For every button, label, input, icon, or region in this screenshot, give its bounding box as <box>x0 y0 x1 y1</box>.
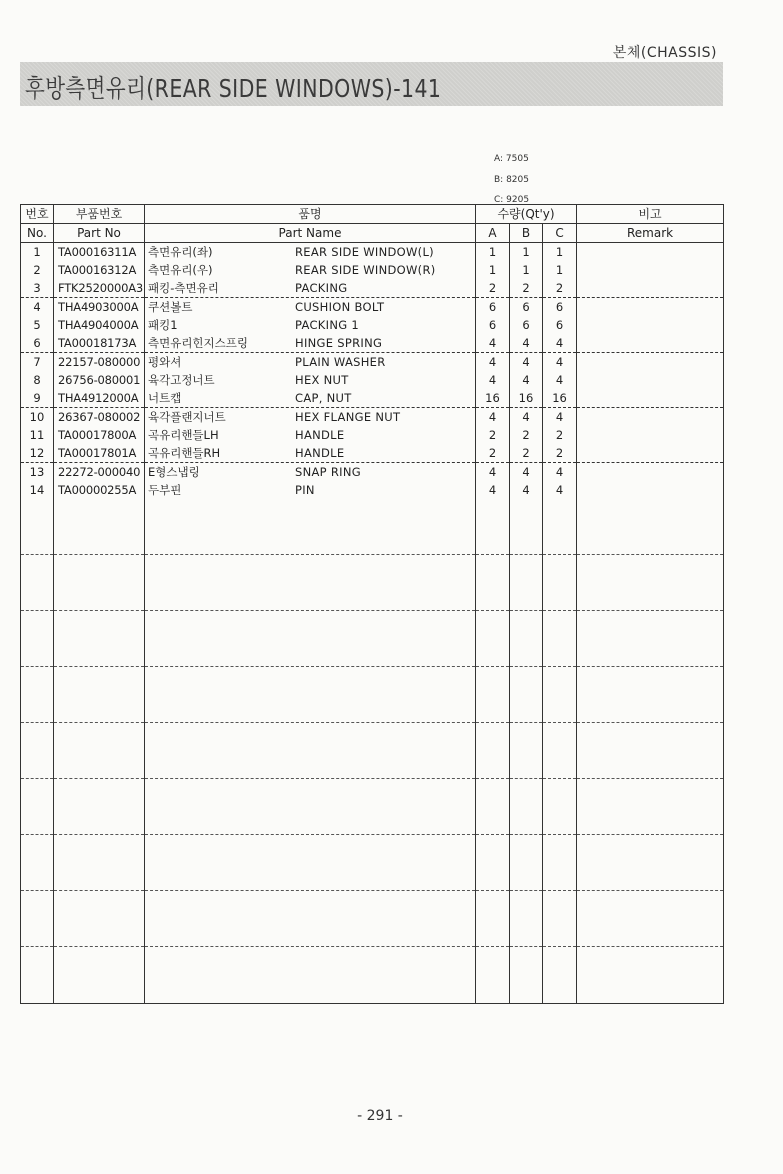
part-name-en: HEX FLANGE NUT <box>295 410 401 424</box>
qty-a: 1 <box>476 261 510 279</box>
qty-a: 4 <box>476 371 510 389</box>
part-name <box>145 463 476 482</box>
table-row <box>21 426 724 444</box>
qty-b: 4 <box>510 481 543 499</box>
qty-a: 4 <box>476 334 510 353</box>
part-name-ko: 곡유리핸들RH <box>148 446 221 460</box>
qty-c: 1 <box>543 261 577 279</box>
part-name-en: PIN <box>295 483 315 497</box>
row-no: 12 <box>21 444 54 463</box>
qty-a: 2 <box>476 279 510 298</box>
table-row <box>21 463 724 482</box>
part-name-ko: E형스냅링 <box>148 465 200 479</box>
part-name <box>145 243 476 262</box>
table-row <box>21 279 724 298</box>
remark <box>577 444 724 463</box>
header-qty-b: B <box>510 224 543 243</box>
part-name <box>145 426 476 444</box>
row-no: 8 <box>21 371 54 389</box>
qty-b: 4 <box>510 353 543 372</box>
table-row <box>21 261 724 279</box>
row-no: 6 <box>21 334 54 353</box>
remark <box>577 463 724 482</box>
part-name-ko: 육각고정너트 <box>148 373 215 387</box>
header-part-en: Part No <box>54 224 145 243</box>
part-name <box>145 444 476 463</box>
blank-row <box>21 667 724 723</box>
model-legend <box>494 149 529 211</box>
part-name <box>145 279 476 298</box>
qty-b: 2 <box>510 426 543 444</box>
part-number: 26367-080002 <box>54 408 145 427</box>
part-name-ko: 육각플랜지너트 <box>148 410 226 424</box>
part-name-en: CUSHION BOLT <box>295 300 385 314</box>
part-name-en: HANDLE <box>295 428 345 442</box>
qty-c: 4 <box>543 481 577 499</box>
table-row <box>21 371 724 389</box>
qty-c: 4 <box>543 408 577 427</box>
part-name-en: HANDLE <box>295 446 345 460</box>
header-name-ko: 품명 <box>145 205 476 224</box>
qty-a: 16 <box>476 389 510 408</box>
blank-row <box>21 555 724 611</box>
qty-c: 4 <box>543 334 577 353</box>
header-part-ko: 부품번호 <box>54 205 145 224</box>
qty-b: 4 <box>510 463 543 482</box>
row-no: 11 <box>21 426 54 444</box>
part-name-en: PACKING 1 <box>295 318 360 332</box>
header-no-ko: 번호 <box>21 205 54 224</box>
remark <box>577 279 724 298</box>
row-no: 14 <box>21 481 54 499</box>
remark <box>577 298 724 317</box>
part-name-ko: 곡유리핸들LH <box>148 428 219 442</box>
page-title: 후방측면유리(REAR SIDE WINDOWS)-141 <box>25 74 442 103</box>
blank-row <box>21 723 724 779</box>
part-name-en: CAP, NUT <box>295 391 352 405</box>
part-name-en: REAR SIDE WINDOW(R) <box>295 263 436 277</box>
part-name <box>145 371 476 389</box>
part-name <box>145 353 476 372</box>
part-number: FTK2520000A3 <box>54 279 145 298</box>
blank-row <box>21 891 724 947</box>
qty-c: 2 <box>543 279 577 298</box>
qty-b: 4 <box>510 334 543 353</box>
page-number: - 291 - <box>357 1108 403 1124</box>
qty-a: 4 <box>476 353 510 372</box>
qty-a: 6 <box>476 316 510 334</box>
qty-b: 6 <box>510 316 543 334</box>
header-name-en: Part Name <box>145 224 476 243</box>
row-no: 4 <box>21 298 54 317</box>
part-name <box>145 389 476 408</box>
table-row <box>21 334 724 353</box>
qty-a: 2 <box>476 426 510 444</box>
blank-row <box>21 779 724 835</box>
part-number: 22272-000040 <box>54 463 145 482</box>
qty-c: 2 <box>543 444 577 463</box>
qty-c: 2 <box>543 426 577 444</box>
remark <box>577 426 724 444</box>
qty-b: 2 <box>510 279 543 298</box>
part-name-en: SNAP RING <box>295 465 361 479</box>
qty-c: 6 <box>543 298 577 317</box>
row-no: 7 <box>21 353 54 372</box>
qty-c: 1 <box>543 243 577 262</box>
row-no: 3 <box>21 279 54 298</box>
remark <box>577 408 724 427</box>
part-name-ko: 패킹-측면유리 <box>148 281 219 295</box>
part-name <box>145 334 476 353</box>
part-number: 26756-080001 <box>54 371 145 389</box>
qty-c: 4 <box>543 353 577 372</box>
qty-a: 4 <box>476 408 510 427</box>
part-name-ko: 패킹1 <box>148 318 178 332</box>
part-name-ko: 평와셔 <box>148 355 182 369</box>
part-name-en: REAR SIDE WINDOW(L) <box>295 245 434 259</box>
remark <box>577 389 724 408</box>
remark <box>577 334 724 353</box>
part-number: THA4912000A <box>54 389 145 408</box>
model-b: B: 8205 <box>494 174 529 185</box>
part-name-en: PACKING <box>295 281 348 295</box>
header-qty-c: C <box>543 224 577 243</box>
table-row <box>21 353 724 372</box>
qty-b: 4 <box>510 371 543 389</box>
model-a: A: 7505 <box>494 154 529 164</box>
qty-b: 6 <box>510 298 543 317</box>
qty-b: 16 <box>510 389 543 408</box>
part-number: TA00017801A <box>54 444 145 463</box>
part-name-ko: 측면유리힌지스프링 <box>148 336 248 350</box>
qty-a: 6 <box>476 298 510 317</box>
part-name-ko: 너트캡 <box>148 391 182 405</box>
part-name-en: PLAIN WASHER <box>295 355 386 369</box>
part-number: TA00017800A <box>54 426 145 444</box>
qty-b: 2 <box>510 444 543 463</box>
qty-a: 2 <box>476 444 510 463</box>
part-number: TA00016311A <box>54 243 145 262</box>
remark <box>577 316 724 334</box>
blank-row <box>21 835 724 891</box>
blank-row <box>21 947 724 1004</box>
header-no-en: No. <box>21 224 54 243</box>
row-no: 13 <box>21 463 54 482</box>
part-name <box>145 316 476 334</box>
table-row <box>21 243 724 262</box>
qty-b: 1 <box>510 261 543 279</box>
qty-c: 4 <box>543 371 577 389</box>
table-row <box>21 408 724 427</box>
part-name <box>145 298 476 317</box>
table-row <box>21 389 724 408</box>
table-row <box>21 298 724 317</box>
header-qty: 수량(Qt'y) <box>476 205 577 224</box>
qty-a: 1 <box>476 243 510 262</box>
table-row <box>21 444 724 463</box>
title-bar <box>20 62 723 106</box>
part-number: 22157-080000 <box>54 353 145 372</box>
remark <box>577 243 724 262</box>
part-name-ko: 측면유리(좌) <box>148 245 213 259</box>
part-name <box>145 261 476 279</box>
qty-c: 4 <box>543 463 577 482</box>
part-number: THA4903000A <box>54 298 145 317</box>
row-no: 10 <box>21 408 54 427</box>
part-name <box>145 408 476 427</box>
row-no: 1 <box>21 243 54 262</box>
qty-c: 16 <box>543 389 577 408</box>
part-name-ko: 두부핀 <box>148 483 182 497</box>
remark <box>577 353 724 372</box>
remark <box>577 261 724 279</box>
remark <box>577 481 724 499</box>
qty-a: 4 <box>476 463 510 482</box>
header-remark-en: Remark <box>577 224 724 243</box>
row-no: 2 <box>21 261 54 279</box>
blank-row <box>21 611 724 667</box>
table-row <box>21 481 724 499</box>
row-no: 5 <box>21 316 54 334</box>
header-qty-a: A <box>476 224 510 243</box>
blank-row <box>21 499 724 555</box>
parts-table <box>20 204 724 1004</box>
model-c: C: 9205 <box>494 195 530 205</box>
part-number: TA00016312A <box>54 261 145 279</box>
part-number: THA4904000A <box>54 316 145 334</box>
section-label: 본체(CHASSIS) <box>612 45 717 61</box>
row-no: 9 <box>21 389 54 408</box>
part-name-ko: 측면유리(우) <box>148 263 213 277</box>
table-row <box>21 316 724 334</box>
part-name-en: HEX NUT <box>295 373 349 387</box>
part-name <box>145 481 476 499</box>
qty-c: 6 <box>543 316 577 334</box>
part-number: TA00018173A <box>54 334 145 353</box>
header-remark-ko: 비고 <box>577 205 724 224</box>
qty-a: 4 <box>476 481 510 499</box>
part-name-en: HINGE SPRING <box>295 336 383 350</box>
remark <box>577 371 724 389</box>
qty-b: 4 <box>510 408 543 427</box>
part-name-ko: 쿠션볼트 <box>148 300 193 314</box>
part-number: TA00000255A <box>54 481 145 499</box>
qty-b: 1 <box>510 243 543 262</box>
